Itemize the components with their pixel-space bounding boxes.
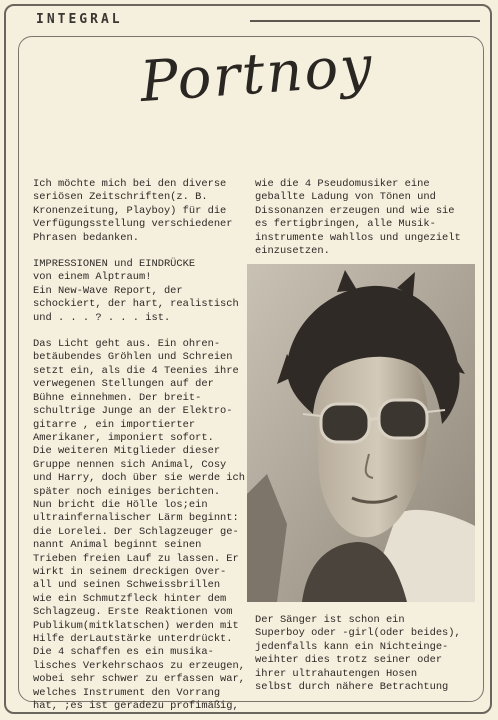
text-line: lisches Verkehrschaos zu erzeugen, [33,659,246,672]
text-line: später noch einiges berichten. [33,485,221,498]
text-line: seriösen Zeitschriften(z. B. [33,191,208,204]
text-line: Kronenzeitung, Playboy) für die [33,204,227,217]
body-paragraph [33,338,246,713]
text-line: Publikum(mitklatschen) werden mit [33,619,239,632]
text-line: Phrasen bedanken. [33,231,140,244]
text-line: nannt Animal beginnt seinen [33,539,202,552]
text-line: ihrer ultrahautengen Hosen [255,667,418,680]
text-line: geballte Ladung von Tönen und [255,191,436,204]
text-line: die Lorelei. Der Schlagzeuger ge- [33,525,239,538]
text-line: Schlagzeug. Erste Reaktionen vom [33,606,233,619]
header-rule [250,20,480,22]
text-line: ultrainfernalischer Lärm beginnt: [33,512,239,525]
singer-photo [247,264,475,602]
text-line: Der Sänger ist schon ein [255,614,405,626]
text-line: Amerikaner, imponiert sofort. [33,431,214,444]
text-line: Das Licht geht aus. Ein ohren- [33,338,221,351]
text-line: Hilfe derLautstärke unterdrückt. [33,633,233,645]
text-line: instrumente wahllos und ungezielt [255,231,461,244]
text-line: es fertigbringen, alle Musik- [255,218,436,231]
magazine-header [10,8,488,30]
text-line: von einem Alptraum! [33,271,152,284]
text-line: Die weiteren Mitglieder dieser [33,445,221,458]
text-line: und Harry, doch über sie werde ich [33,472,246,485]
text-line: einzusetzen. [255,245,330,258]
text-line: Superboy oder -girl(oder beides), [255,627,461,640]
text-line: Verfügungsstellung verschiedener [33,218,233,231]
text-line: Ich möchte mich bei den diverse [33,178,227,190]
text-line: wirkt in seinem dreckigen Over- [33,565,227,578]
article-title: Portnoy [138,33,376,116]
text-line: hat, ;es ist geradezu profimäßig, [33,700,239,713]
text-line: gitarre , ein importierter [33,418,196,431]
text-line: Ein New-Wave Report, der [33,284,183,297]
text-line: all und seinen Schweissbrillen [33,579,221,592]
subhead-paragraph [33,258,241,325]
text-line: selbst durch nähere Betrachtung [255,681,449,694]
left-column [33,178,246,713]
text-line: verwegenen Stellungen auf der [33,378,214,391]
text-line: und . . . ? . . . ist. [33,311,171,324]
text-line: Dissonanzen erzeugen und wie sie [255,204,455,217]
magazine-name: INTEGRAL [36,12,123,27]
text-line: schultrige Junge an der Elektro- [33,405,233,418]
text-line: Trieben freien Lauf zu lassen. Er [33,552,239,565]
text-line: IMPRESSIONEN und EINDRÜCKE [33,258,196,271]
text-line: betäubendes Gröhlen und Schreien [33,351,233,364]
text-line: Nun bricht die Hölle los;ein [33,498,208,511]
text-line: Bühne einnehmen. Der breit- [33,391,202,404]
text-line: weihter dies trotz seiner oder [255,654,443,667]
text-line: welches Instrument den Vorrang [33,686,221,699]
right-column-bottom [255,614,477,694]
right-column-top [255,178,477,258]
text-line: jedenfalls kann ein Nichteinge- [255,640,449,653]
intro-paragraph [33,178,241,245]
text-line: wobei sehr schwer zu erfassen war, [33,673,246,686]
text-line: Gruppe nennen sich Animal, Cosy [33,458,227,471]
text-line: schockiert, der hart, realistisch [33,298,239,311]
text-line: setzt ein, als die 4 Teenies ihre [33,364,239,377]
text-line: Die 4 schaffen es ein musika- [33,646,214,659]
text-line: wie ein Schmutzfleck hinter dem [33,592,227,605]
text-line: wie die 4 Pseudomusiker eine [255,178,430,190]
